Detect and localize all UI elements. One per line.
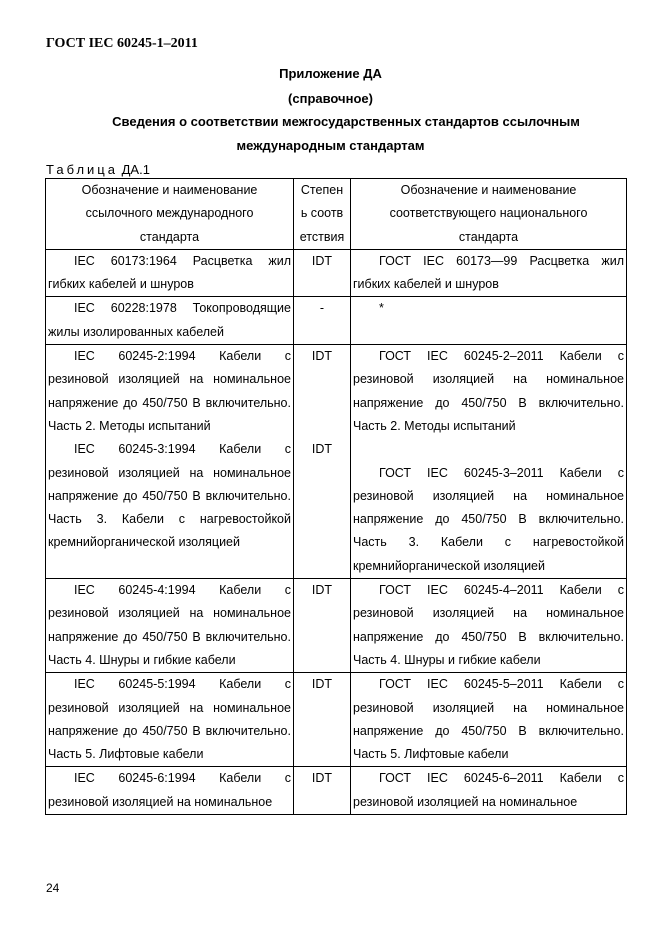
cell-national-standard bbox=[351, 249, 627, 297]
national-standard-text: ГОСТ IEC 60173—99 Расцветка жил гибких кабелей и шнуров bbox=[353, 253, 624, 292]
degree-text: - bbox=[319, 301, 325, 316]
appendix-title: Приложение ДА bbox=[279, 66, 382, 81]
intl-standard-text: IEC 60245-6:1994 Кабели с резиновой изоляцией на номинальное bbox=[48, 771, 291, 809]
header-national-standard: Обозначение и наименование соответствующего национального стандарта bbox=[351, 179, 627, 250]
national-standard-text: * bbox=[379, 301, 384, 316]
appendix-kind: (справочное) bbox=[288, 91, 373, 106]
appendix-heading-line2: международным стандартам bbox=[236, 138, 425, 153]
cell-intl-standard bbox=[46, 297, 294, 345]
appendix-heading-line1: Сведения о соответствии межгосударственных стандартов ссылочным bbox=[112, 114, 580, 129]
table-label-number: ДА.1 bbox=[121, 162, 150, 177]
table-label-word: Таблица bbox=[46, 162, 118, 177]
degree-text: IDT bbox=[311, 442, 333, 457]
table-row bbox=[46, 345, 627, 579]
table-row bbox=[46, 297, 627, 345]
cell-national-standard bbox=[351, 767, 627, 815]
cell-national-standard bbox=[351, 673, 627, 767]
national-standard-text: ГОСТ IEC 60245-2–2011 Кабели с резиновой изоляцией на номинальное напряжение до 450/750 В включительно. Часть 2. Методы испытаний bbox=[353, 349, 624, 433]
degree-text: IDT bbox=[311, 677, 333, 692]
table-row bbox=[46, 767, 627, 815]
cell-national-standard bbox=[351, 345, 627, 579]
intl-standard-text: IEC 60245-2:1994 Кабели с резиновой изоляцией на номинальное напряжение до 450/750 В включительно. Часть 2. Методы испытаний bbox=[48, 349, 291, 433]
cell-national-standard bbox=[351, 297, 627, 345]
intl-standard-text: IEC 60245-4:1994 Кабели с резиновой изоляцией на номинальное напряжение до 450/750 В включительно. Часть 4. Шнуры и гибкие кабели bbox=[48, 583, 291, 667]
national-standard-text: ГОСТ IEC 60245-5–2011 Кабели с резиновой изоляцией на номинальное напряжение до 450/750 В включительно. Часть 5. Лифтовые кабели bbox=[353, 677, 624, 762]
cell-degree bbox=[294, 297, 351, 345]
cell-degree bbox=[294, 249, 351, 297]
cell-intl-standard bbox=[46, 673, 294, 767]
degree-text: IDT bbox=[311, 253, 333, 268]
intl-standard-text: IEC 60245-3:1994 Кабели с резиновой изоляцией на номинальное напряжение до 450/750 В включительно. Часть 3. Кабели с нагревостойкой кремнийорганической изоляцией bbox=[48, 442, 291, 550]
standards-table bbox=[45, 178, 627, 815]
header-intl-standard: Обозначение и наименование ссылочного международного стандарта bbox=[46, 179, 294, 250]
cell-intl-standard bbox=[46, 249, 294, 297]
national-standard-text: ГОСТ IEC 60245-3–2011 Кабели с резиновой изоляцией на номинальное напряжение до 450/750 В включительно. Часть 3. Кабели с нагревостойкой кремнийорганической изоляцией bbox=[353, 465, 624, 573]
cell-intl-standard bbox=[46, 345, 294, 579]
degree-text: IDT bbox=[311, 583, 333, 598]
cell-national-standard bbox=[351, 579, 627, 673]
cell-degree bbox=[294, 767, 351, 815]
document-header: ГОСТ IEC 60245-1–2011 bbox=[46, 36, 198, 51]
cell-intl-standard bbox=[46, 767, 294, 815]
table-header-row bbox=[46, 179, 627, 250]
table-body bbox=[46, 249, 627, 814]
national-standard-text: ГОСТ IEC 60245-6–2011 Кабели с резиновой изоляцией на номинальное bbox=[353, 771, 624, 809]
intl-standard-text: IEC 60228:1978 Токопроводящие жилы изолированных кабелей bbox=[48, 301, 291, 339]
degree-text: IDT bbox=[311, 771, 333, 786]
cell-degree bbox=[294, 579, 351, 673]
table-row bbox=[46, 249, 627, 297]
table-row bbox=[46, 579, 627, 673]
degree-text: IDT bbox=[311, 349, 333, 364]
table-row bbox=[46, 673, 627, 767]
intl-standard-text: IEC 60173:1964 Расцветка жил гибких кабелей и шнуров bbox=[48, 253, 291, 292]
cell-intl-standard bbox=[46, 579, 294, 673]
page-number: 24 bbox=[46, 881, 60, 895]
table-label bbox=[46, 162, 150, 177]
header-degree: Степень соответствия bbox=[294, 179, 351, 250]
national-standard-text: ГОСТ IEC 60245-4–2011 Кабели с резиновой изоляцией на номинальное напряжение до 450/750 В включительно. Часть 4. Шнуры и гибкие кабели bbox=[353, 583, 624, 667]
cell-degree bbox=[294, 345, 351, 579]
cell-degree bbox=[294, 673, 351, 767]
intl-standard-text: IEC 60245-5:1994 Кабели с резиновой изоляцией на номинальное напряжение до 450/750 В включительно. Часть 5. Лифтовые кабели bbox=[48, 677, 291, 762]
